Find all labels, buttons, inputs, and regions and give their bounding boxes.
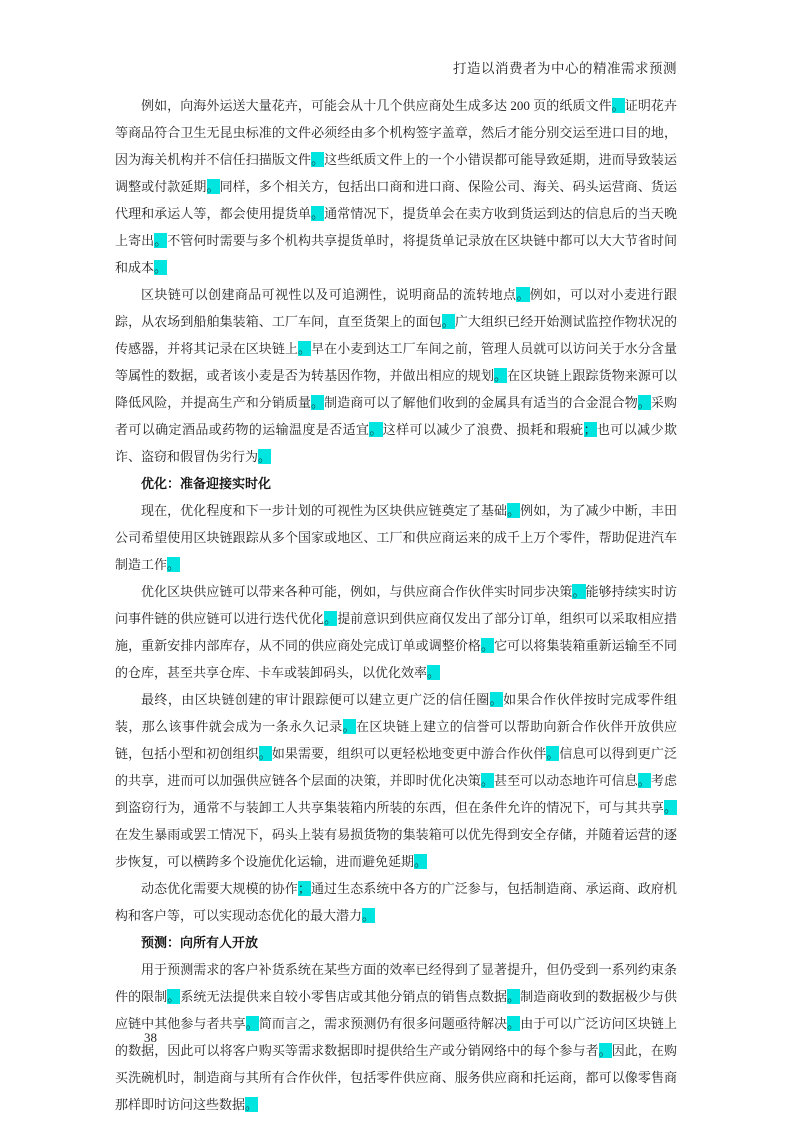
highlight-mark: 。: [154, 260, 168, 275]
section-heading: 优化：准备迎接实时化: [141, 476, 272, 491]
highlight-mark: 。: [167, 989, 181, 1004]
highlight-mark: 。: [311, 206, 325, 221]
section-heading: 预测：向所有人开放: [141, 935, 259, 950]
highlight-mark: 。: [489, 692, 504, 707]
highlight-mark: 。: [154, 233, 168, 248]
highlight-mark: 。: [206, 179, 220, 194]
body-paragraph: 区块链可以创建商品可视性以及可追溯性，说明商品的流转地点。例如，可以对小麦进行跟踪，从农场到船舶集装箱、工厂车间，直至货架上的面包。广大组织已经开始测试监控作物状况的传感器，并将其记录在区块链上。早在小麦到达工厂车间之前，管理人员就可以访问关于水分含量等属性的数据，或者该小麦是否为转基因作物，并做出相应的规划。在区块链上跟踪货物来源可以降低风险，并提高生产和分销质量。制造商可以了解他们收到的金属具有适当的合金混合物。采购者可以确定酒品或药物的运输温度是否适宜。这样可以减少了浪费、损耗和瑕疵；也可以减少欺诈、盗窃和假冒伪劣行为。: [115, 287, 677, 464]
highlight-mark: 。: [362, 908, 376, 923]
document-body: [115, 92, 677, 1118]
highlight-mark: 。: [611, 98, 625, 113]
highlight-mark: 。: [507, 989, 521, 1004]
running-header: 打造以消费者为中心的精准需求预测: [453, 61, 677, 76]
highlight-mark: 。: [311, 152, 325, 167]
highlight-mark: 。: [480, 773, 495, 788]
highlight-mark: 。: [342, 719, 357, 734]
highlight-mark: 。: [311, 395, 325, 410]
highlight-mark: 。: [167, 557, 181, 572]
highlight-mark: ；: [583, 422, 597, 437]
body-paragraph: 最终，由区块链创建的审计跟踪便可以建立更广泛的信任圈。如果合作伙伴按时完成零件组装，那么该事件就会成为一条永久记录。在区块链上建立的信誉可以帮助向新合作伙伴开放供应链，包括小型和初创组织。如果需要，组织可以更轻松地变更中游合作伙伴。信息可以得到更广泛的共享，进而可以加强供应链各个层面的决策，并即时优化决策。甚至可以动态地许可信息。考虑到盗窃行为，通常不与装卸工人共享集装箱内所装的东西，但在条件允许的情况下，可与其共享。在发生暴雨或罢工情况下，码头上装有易损货物的集装箱可以优先得到安全存储，并随着运营的逐步恢复，可以横跨多个设施优化运输，进而避免延期。: [115, 692, 677, 869]
highlight-mark: 。: [324, 611, 338, 626]
highlight-mark: 。: [507, 503, 521, 518]
highlight-mark: 。: [572, 584, 586, 599]
highlight-mark: ；: [297, 881, 311, 896]
body-paragraph: 动态优化需要大规模的协作；通过生态系统中各方的广泛参与，包括制造商、承运商、政府机构和客户等，可以实现动态优化的最大潜力。: [115, 881, 677, 923]
highlight-mark: 。: [637, 395, 651, 410]
highlight-mark: 。: [507, 1016, 521, 1031]
highlight-mark: 。: [258, 449, 272, 464]
highlight-mark: 。: [414, 854, 428, 869]
body-paragraph: 现在，优化程度和下一步计划的可视性为区块供应链奠定了基础。例如，为了减少中断，丰田公司希望使用区块链跟踪从多个国家或地区、工厂和供应商运来的成千上万个零件，帮助促进汽车制造工作。: [115, 503, 677, 572]
page-number: 38: [144, 1030, 157, 1045]
highlight-mark: 。: [637, 773, 651, 788]
highlight-mark: 。: [245, 1016, 259, 1031]
body-paragraph: 例如，向海外运送大量花卉，可能会从十几个供应商处生成多达 200 页的纸质文件。证明花卉等商品符合卫生无昆虫标准的文件必须经由多个机构签字盖章，然后才能分别交运至进口目的地，因为海关机构并不信任扫描版文件。这些纸质文件上的一个小错误都可能导致延期，进而导致装运调整或付款延期。同样，多个相关方，包括出口商和进口商、保险公司、海关、码头运营商、货运代理和承运人等，都会使用提货单。通常情况下，提货单会在卖方收到货运到达的信息后的当天晚上寄出。不管何时需要与多个机构共享提货单时，将提货单记录放在区块链中都可以大大节省时间和成本。: [115, 98, 677, 275]
highlight-mark: 。: [258, 746, 272, 761]
highlight-mark: 。: [427, 665, 441, 680]
body-paragraph: 用于预测需求的客户补货系统在某些方面的效率已经得到了显著提升，但仍受到一系列约束条件的限制。系统无法提供来自较小零售店或其他分销点的销售点数据。制造商收到的数据极少与供应链中其他参与者共享。简而言之，需求预测仍有很多问题亟待解决。由于可以广泛访问区块链上的数据，因此可以将客户购买等需求数据即时提供给生产或分销网络中的每个参与者。因此，在购买洗碗机时，制造商与其所有合作伙伴，包括零件供应商、服务供应商和托运商，都可以像零售商那样即时访问这些数据。: [115, 962, 677, 1112]
highlight-mark: 。: [369, 422, 383, 437]
highlight-mark: 。: [598, 1043, 612, 1058]
highlight-mark: 。: [441, 314, 455, 329]
highlight-mark: 。: [245, 1097, 259, 1112]
highlight-mark: 。: [480, 638, 495, 653]
highlight-mark: 。: [663, 800, 677, 815]
body-paragraph: 优化区块供应链可以带来各种可能，例如，与供应商合作伙伴实时同步决策。能够持续实时访问事件链的供应链可以进行迭代优化。提前意识到供应商仅发出了部分订单，组织可以采取相应措施，重新安排内部库存，从不同的供应商处完成订单或调整价格。它可以将集装箱重新运输至不同的仓库，甚至共享仓库、卡车或装卸码头，以优化效率。: [115, 584, 677, 680]
highlight-mark: 。: [298, 341, 312, 356]
highlight-mark: 。: [546, 746, 560, 761]
highlight-mark: 。: [516, 287, 530, 302]
highlight-mark: 。: [494, 368, 508, 383]
